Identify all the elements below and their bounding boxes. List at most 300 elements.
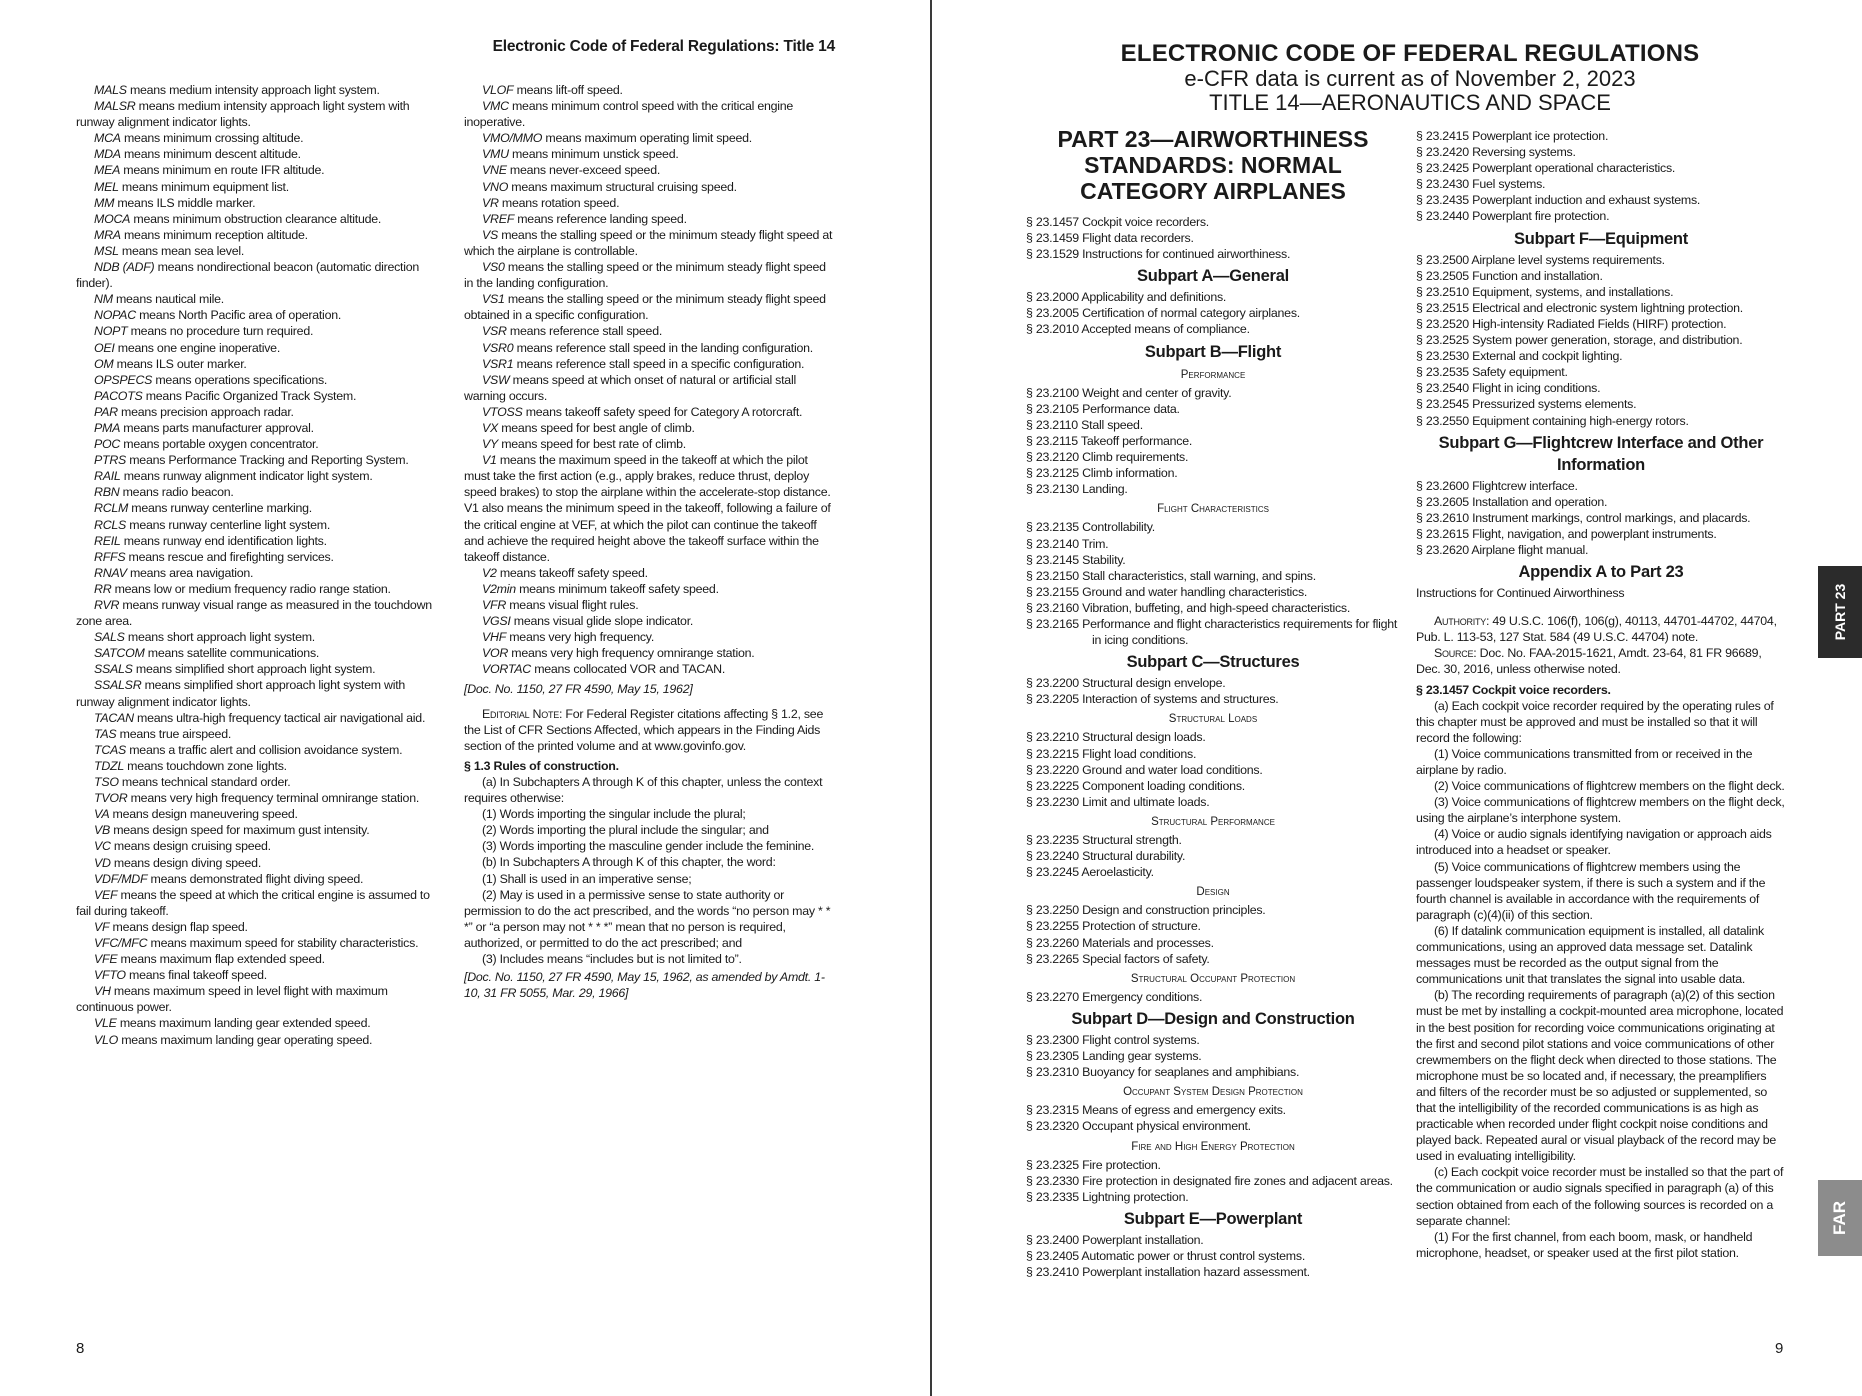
- section-paragraph: (6) If datalink communication equipment is installed, all datalink communications, using an approved data message set. Datalink messages must be recorded as the output signal from the communications unit that translates the signal into usable data.: [1416, 923, 1764, 987]
- toc-entry: § 23.2535 Safety equipment.: [1416, 365, 1568, 380]
- definition-term: TVOR: [94, 791, 128, 806]
- definition-entry: [464, 146, 834, 162]
- definition-text: means takeoff safety speed for Category A rotorcraft.: [522, 404, 803, 419]
- toc-entry: § 23.1459 Flight data recorders.: [1026, 231, 1194, 246]
- definition-term: MDA: [94, 147, 121, 162]
- definition-entry: [76, 774, 444, 790]
- toc-entry: § 23.2525 System power generation, storage, and distribution.: [1416, 333, 1743, 348]
- section-paragraph: (b) In Subchapters A through K of this chapter, the word:: [482, 855, 776, 870]
- toc-entry: § 23.2265 Special factors of safety.: [1026, 951, 1210, 966]
- part-title: PART 23—AIRWORTHINESS STANDARDS: NORMAL CATEGORY AIRPLANES: [1057, 126, 1369, 204]
- definition-entry: [464, 82, 834, 98]
- definition-term: V2min: [482, 581, 516, 596]
- definition-text: means ultra-high frequency tactical air navigational aid.: [133, 710, 426, 725]
- definition-text: means medium intensity approach light system.: [126, 83, 380, 97]
- appendix-description: Instructions for Continued Airworthiness: [1416, 586, 1625, 601]
- definition-text: means the maximum speed in the takeoff at which the pilot must take the first action (e.g., apply brakes, reduce thrust, deploy speed brakes) to stop the airplane within the accelerate-stop distance. V1 also means the minimum speed in the takeoff, following a failure of the critical engine at VEF, at which the pilot can continue the takeoff and achieve the required height above the takeoff surface within the takeoff distance.: [464, 453, 831, 564]
- definition-text: means maximum speed for stability characteristics.: [147, 935, 419, 950]
- toc-entry: § 23.2100 Weight and center of gravity.: [1026, 385, 1232, 400]
- definition-entry: [76, 130, 444, 146]
- toc-entry: § 23.2000 Applicability and definitions.: [1026, 290, 1227, 305]
- document-title: ELECTRONIC CODE OF FEDERAL REGULATIONS: [1120, 40, 1700, 67]
- definition-term: NOPAC: [94, 308, 136, 323]
- definition-entry: [76, 82, 444, 98]
- toc-entry: § 23.2120 Climb requirements.: [1026, 450, 1189, 465]
- definition-text: means runway centerline light system.: [126, 517, 331, 532]
- toc-entry: § 23.2400 Powerplant installation.: [1026, 1232, 1204, 1247]
- section-paragraph: (a) In Subchapters A through K of this chapter, unless the context requires otherwise:: [464, 774, 823, 806]
- definition-term: VORTAC: [482, 662, 531, 677]
- toc-entry: § 23.2540 Flight in icing conditions.: [1416, 381, 1601, 396]
- right-page-column-2: [1416, 128, 1786, 1261]
- toc-entry: § 23.2115 Takeoff performance.: [1026, 433, 1193, 448]
- authority-label: Source:: [1434, 646, 1477, 661]
- definition-term: RCLS: [94, 517, 127, 532]
- definition-term: REIL: [94, 533, 121, 548]
- toc-entry: § 23.2600 Flightcrew interface.: [1416, 478, 1578, 493]
- definition-text: means runway visual range as measured in the touchdown zone area.: [76, 598, 432, 629]
- toc-entry: § 23.2140 Trim.: [1026, 536, 1109, 551]
- definition-term: VLE: [94, 1016, 117, 1031]
- definition-entry: [76, 983, 444, 1015]
- far-tab-label: FAR: [1830, 1201, 1849, 1235]
- definition-text: means reference landing speed.: [514, 211, 687, 226]
- definition-term: VFR: [482, 598, 507, 612]
- definition-text: means design speed for maximum gust intensity.: [110, 823, 370, 838]
- definition-text: means technical standard order.: [118, 775, 291, 790]
- toc-entry: § 23.2615 Flight, navigation, and powerplant instruments.: [1416, 526, 1717, 541]
- section-paragraph: (a) Each cockpit voice recorder required by the operating rules of this chapter must be approved and must be installed so that it will record the following:: [1416, 698, 1774, 745]
- toc-entry: § 23.2270 Emergency conditions.: [1026, 989, 1203, 1004]
- toc-group-heading: Structural Performance: [1151, 815, 1275, 828]
- definition-term: VOR: [482, 646, 509, 661]
- definition-term: MM: [94, 195, 115, 210]
- section-paragraph: (1) For the first channel, from each boom, mask, or handheld microphone, headset, or speaker used at the first pilot station.: [1416, 1229, 1753, 1260]
- definition-text: means design maneuvering speed.: [109, 807, 298, 822]
- toc-entry: § 23.2430 Fuel systems.: [1416, 177, 1546, 192]
- definition-entry: [464, 645, 834, 661]
- definition-entry: [76, 710, 444, 726]
- definition-text: means runway end identification lights.: [120, 533, 327, 548]
- definition-text: means visual flight rules.: [506, 598, 639, 612]
- definition-entry: [76, 645, 444, 661]
- section-paragraph: (3) Voice communications of flightcrew members on the flight deck, using the airplane’s interphone system.: [1416, 795, 1785, 826]
- toc-entry: § 23.2220 Ground and water load conditions.: [1026, 762, 1263, 777]
- definition-term: VEF: [94, 887, 118, 902]
- definition-term: TAS: [94, 726, 117, 741]
- subpart-heading: Appendix A to Part 23: [1518, 563, 1684, 582]
- definition-text: means a traffic alert and collision avoidance system.: [126, 742, 403, 757]
- definition-text: means operations specifications.: [152, 372, 328, 387]
- definition-text: means reference stall speed in the landing configuration.: [513, 340, 813, 355]
- toc-entry: § 23.2255 Protection of structure.: [1026, 919, 1201, 934]
- definition-term: MALS: [94, 83, 127, 97]
- definition-term: SSALS: [94, 662, 133, 677]
- definition-entry: [464, 323, 834, 339]
- toc-entry: § 23.1457 Cockpit voice recorders.: [1026, 215, 1209, 229]
- toc-entry: § 23.2310 Buoyancy for seaplanes and amphibians.: [1026, 1065, 1300, 1080]
- definition-term: MEL: [94, 179, 119, 194]
- definition-term: MSL: [94, 243, 119, 258]
- page-number-right: 9: [1775, 1340, 1784, 1357]
- toc-group-heading: Design: [1196, 886, 1230, 899]
- definition-text: means North Pacific area of operation.: [135, 308, 342, 323]
- definition-text: means ILS middle marker.: [114, 195, 256, 210]
- definition-text: means maximum landing gear extended speed.: [116, 1016, 371, 1031]
- doc-citation: [Doc. No. 1150, 27 FR 4590, May 15, 1962]: [464, 682, 693, 697]
- definition-entry: [464, 211, 834, 227]
- subpart-heading: Subpart A—General: [1137, 267, 1289, 286]
- definition-text: means minimum descent altitude.: [120, 147, 301, 162]
- toc-entry: § 23.2510 Equipment, systems, and installations.: [1416, 284, 1674, 299]
- definition-text: means minimum unstick speed.: [508, 147, 679, 162]
- toc-group-heading: Structural Loads: [1168, 713, 1258, 726]
- definition-text: means rotation speed.: [498, 195, 620, 210]
- part-23-tab[interactable]: [1818, 566, 1862, 658]
- toc-entry: § 23.2005 Certification of normal category airplanes.: [1026, 306, 1300, 321]
- definition-text: means never-exceed speed.: [506, 163, 661, 178]
- definition-text: means lift-off speed.: [513, 83, 623, 97]
- definition-text: means maximum flap extended speed.: [117, 952, 325, 967]
- definition-term: VSR: [482, 324, 507, 339]
- definition-entry: [76, 726, 444, 742]
- definition-term: VNO: [482, 179, 509, 194]
- toc-entry: § 23.1529 Instructions for continued airworthiness.: [1026, 247, 1291, 262]
- definition-entry: [76, 629, 444, 645]
- definition-text: means final takeoff speed.: [125, 968, 267, 983]
- toc-entry: § 23.2530 External and cockpit lighting.: [1416, 349, 1623, 364]
- definition-entry: [76, 420, 444, 436]
- section-body: [464, 774, 834, 967]
- definition-entry: [76, 871, 444, 887]
- toc-group-heading: Performance: [1180, 368, 1246, 381]
- definition-entry: [464, 130, 834, 146]
- definition-text: means reference stall speed in a specific configuration.: [513, 356, 805, 371]
- toc-entry: § 23.2250 Design and construction principles.: [1026, 903, 1266, 918]
- definition-entry: [76, 227, 444, 243]
- definition-entry: [464, 195, 834, 211]
- toc-entry: § 23.2110 Stall speed.: [1026, 417, 1143, 432]
- definition-term: OPSPECS: [94, 372, 153, 387]
- far-tab[interactable]: [1818, 1180, 1862, 1256]
- title-heading: TITLE 14—AERONAUTICS AND SPACE: [1209, 90, 1611, 115]
- definition-entry: [76, 838, 444, 854]
- section-paragraph: (5) Voice communications of flightcrew members using the passenger loudspeaker system, if there is such a system and if the fourth channel is available in accordance with the requirements of paragraph (c)(4)(ii) of this section.: [1416, 859, 1766, 922]
- definition-text: means true airspeed.: [116, 726, 232, 741]
- definition-text: means maximum structural cruising speed.: [508, 179, 737, 194]
- definition-text: means satellite communications.: [144, 646, 320, 661]
- definition-text: means rescue and firefighting services.: [125, 549, 334, 564]
- toc-entry: § 23.2515 Electrical and electronic system lightning protection.: [1416, 300, 1743, 315]
- definition-term: POC: [94, 437, 121, 452]
- definition-entry: [76, 388, 444, 404]
- definition-entry: [76, 323, 444, 339]
- definition-term: SSALSR: [94, 678, 142, 693]
- definition-entry: [76, 179, 444, 195]
- toc-entry: § 23.2260 Materials and processes.: [1026, 935, 1214, 950]
- definition-term: VSW: [482, 372, 510, 387]
- definition-text: means speed at which onset of natural or artificial stall warning occurs.: [464, 372, 796, 403]
- section-paragraph: (1) Shall is used in an imperative sense;: [482, 871, 692, 886]
- definition-term: VHF: [482, 630, 507, 645]
- section-paragraph: (3) Includes means “includes but is not limited to”.: [482, 951, 742, 966]
- definition-term: OEI: [94, 340, 115, 355]
- definition-entry: [76, 291, 444, 307]
- definition-entry: [76, 1015, 444, 1031]
- definition-term: PACOTS: [94, 388, 143, 403]
- definition-term: VFE: [94, 952, 118, 967]
- definition-text: means the stalling speed or the minimum steady flight speed obtained in a specific configuration.: [464, 292, 826, 323]
- definition-entry: [464, 661, 834, 677]
- definition-entry: [76, 484, 444, 500]
- toc-entry: § 23.2165 Performance and flight characteristics requirements for flight in icing conditions.: [1026, 616, 1398, 648]
- definition-term: VH: [94, 984, 111, 999]
- authority-note: [1416, 613, 1786, 645]
- definition-entry: [76, 195, 444, 211]
- toc-entry: § 23.2435 Powerplant induction and exhaust systems.: [1416, 193, 1701, 208]
- definition-term: RAIL: [94, 469, 121, 484]
- definition-entry: [464, 179, 834, 195]
- definition-entry: [76, 340, 444, 356]
- definitions-list: [464, 82, 834, 677]
- toc-entry: § 23.2405 Automatic power or thrust control systems.: [1026, 1248, 1306, 1263]
- running-head: Electronic Code of Federal Regulations: Title 14: [492, 38, 835, 55]
- definition-text: means portable oxygen concentrator.: [120, 437, 319, 452]
- definition-term: SATCOM: [94, 646, 145, 661]
- definition-term: VF: [94, 919, 110, 934]
- definition-entry: [76, 356, 444, 372]
- definition-text: means the stalling speed or the minimum steady flight speed at which the airplane is controllable.: [464, 227, 833, 258]
- editorial-note: [464, 706, 834, 754]
- definition-term: VDF/MDF: [94, 871, 148, 886]
- definition-text: means demonstrated flight diving speed.: [147, 871, 364, 886]
- page-gutter: [930, 0, 932, 1396]
- toc-entry: § 23.2415 Powerplant ice protection.: [1416, 129, 1609, 143]
- definition-term: VY: [482, 437, 499, 452]
- definition-text: means design cruising speed.: [110, 839, 271, 854]
- definition-entry: [76, 661, 444, 677]
- definition-entry: [76, 597, 444, 629]
- definition-entry: [76, 855, 444, 871]
- definition-term: NDB (ADF): [94, 260, 155, 275]
- definition-term: V2: [482, 565, 497, 580]
- definition-term: MEA: [94, 163, 121, 178]
- page-number-left: 8: [76, 1340, 85, 1357]
- definition-text: means visual glide slope indicator.: [510, 614, 694, 629]
- toc-entry: § 23.2425 Powerplant operational characteristics.: [1416, 161, 1676, 176]
- definition-text: means Pacific Organized Track System.: [142, 388, 357, 403]
- definition-entry: [464, 291, 834, 323]
- part-23-tab-label: PART 23: [1832, 583, 1848, 641]
- section-paragraph: (2) May is used in a permissive sense to state authority or permission to do the act prescribed, and the words “no person may * * *” or “a person may not * * *” mean that no person is required, authorized, or permitted to do the act prescribed; and: [464, 887, 831, 950]
- definition-text: means takeoff safety speed.: [496, 565, 648, 580]
- definition-text: means mean sea level.: [118, 243, 245, 258]
- definition-entry: [76, 452, 444, 468]
- definition-term: VNE: [482, 163, 507, 178]
- authority-text: Doc. No. FAA-2015-1621, Amdt. 23-64, 81 FR 96689, Dec. 30, 2016, unless otherwise noted.: [1416, 646, 1762, 677]
- section-paragraph: (1) Voice communications transmitted from or received in the airplane by radio.: [1416, 746, 1753, 777]
- toc-group-heading: Occupant System Design Protection: [1123, 1086, 1303, 1099]
- definition-term: PTRS: [94, 453, 127, 468]
- toc-entry: § 23.2105 Performance data.: [1026, 401, 1180, 416]
- definition-text: means maximum operating limit speed.: [542, 131, 752, 146]
- subpart-heading: Subpart D—Design and Construction: [1071, 1009, 1355, 1028]
- definition-text: means reference stall speed.: [506, 324, 663, 339]
- definition-entry: [76, 533, 444, 549]
- definition-entry: [76, 581, 444, 597]
- toc-entry: § 23.2160 Vibration, buffeting, and high-speed characteristics.: [1026, 600, 1351, 615]
- definition-term: VA: [94, 807, 110, 822]
- definition-text: means Performance Tracking and Reporting System.: [126, 453, 409, 468]
- definition-term: V1: [482, 453, 497, 468]
- section-heading: § 1.3 Rules of construction.: [464, 758, 619, 773]
- authority-text: 49 U.S.C. 106(f), 106(g), 40113, 44701-44702, 44704, Pub. L. 113-53, 127 Stat. 584 (49 U.S.C. 44704) note.: [1416, 614, 1777, 645]
- definition-entry: [76, 146, 444, 162]
- definition-term: VMU: [482, 147, 509, 162]
- definition-text: means maximum landing gear operating speed.: [118, 1032, 373, 1047]
- definition-term: VS0: [482, 260, 505, 275]
- toc-entry: § 23.2235 Structural strength.: [1026, 833, 1182, 847]
- definition-text: means one engine inoperative.: [114, 340, 281, 355]
- definition-term: VSR0: [482, 340, 514, 355]
- definition-term: VB: [94, 823, 111, 838]
- doc-citation-amended: [Doc. No. 1150, 27 FR 4590, May 15, 1962, as amended by Amdt. 1-10, 31 FR 5055, Mar. 29, 1966]: [464, 970, 825, 1001]
- definition-term: SALS: [94, 630, 125, 645]
- definition-text: means runway centerline marking.: [128, 501, 312, 516]
- definition-text: means parts manufacturer approval.: [120, 420, 314, 435]
- definition-entry: [76, 98, 444, 130]
- definition-text: means minimum equipment list.: [118, 179, 289, 194]
- toc-entry: § 23.2305 Landing gear systems.: [1026, 1049, 1202, 1064]
- definition-entry: [76, 243, 444, 259]
- definition-term: VR: [482, 195, 499, 210]
- definition-term: VMC: [482, 99, 509, 114]
- definition-term: VC: [94, 839, 111, 854]
- toc-entry: § 23.2245 Aeroelasticity.: [1026, 865, 1154, 880]
- toc-entry: § 23.2335 Lightning protection.: [1026, 1189, 1189, 1204]
- definition-term: OM: [94, 356, 114, 371]
- section-paragraph: (2) Words importing the plural include the singular; and: [482, 823, 769, 838]
- definition-entry: [76, 549, 444, 565]
- section-paragraph: (1) Words importing the singular include the plural;: [482, 807, 746, 822]
- toc-entry: § 23.2300 Flight control systems.: [1026, 1032, 1200, 1047]
- definition-entry: [464, 452, 834, 565]
- subpart-heading: Subpart B—Flight: [1144, 342, 1282, 361]
- definition-text: means minimum en route IFR altitude.: [120, 163, 325, 178]
- definition-term: MOCA: [94, 211, 131, 226]
- definition-entry: [464, 162, 834, 178]
- definition-entry: [76, 951, 444, 967]
- definition-term: VS: [482, 227, 499, 242]
- toc-entry: § 23.2605 Installation and operation.: [1416, 494, 1608, 509]
- definition-entry: [464, 372, 834, 404]
- section-heading: § 23.1457 Cockpit voice recorders.: [1416, 682, 1611, 697]
- definition-text: means no procedure turn required.: [127, 324, 314, 339]
- toc-entry: § 23.2155 Ground and water handling characteristics.: [1026, 584, 1308, 599]
- definition-text: means medium intensity approach light system with runway alignment indicator lights.: [76, 99, 410, 130]
- definition-text: means design diving speed.: [110, 855, 262, 870]
- definition-term: VS1: [482, 292, 505, 307]
- currency-note: e-CFR data is current as of November 2, 2023: [1184, 66, 1636, 91]
- definition-entry: [76, 935, 444, 951]
- toc-entry: § 23.2210 Structural design loads.: [1026, 730, 1206, 745]
- subpart-heading: Subpart F—Equipment: [1514, 229, 1688, 248]
- toc-group-heading: Fire and High Energy Protection: [1131, 1140, 1295, 1153]
- table-of-contents: [1026, 214, 1400, 1280]
- definition-entry: [76, 967, 444, 983]
- definition-entry: [464, 436, 834, 452]
- definition-entry: [76, 887, 444, 919]
- definition-entry: [76, 919, 444, 935]
- toc-entry: § 23.2240 Structural durability.: [1026, 849, 1186, 864]
- definition-text: means speed for best rate of climb.: [498, 437, 686, 452]
- definition-entry: [464, 404, 834, 420]
- definition-term: VFC/MFC: [94, 935, 148, 950]
- toc-entry: § 23.2125 Climb information.: [1026, 466, 1178, 481]
- toc-entry: § 23.2500 Airplane level systems requirements.: [1416, 252, 1665, 267]
- definition-text: means runway alignment indicator light system.: [120, 469, 373, 484]
- definition-text: means low or medium frequency radio range station.: [111, 581, 391, 596]
- section-paragraph: (c) Each cockpit voice recorder must be installed so that the part of the communication or audio signals specified in paragraph (a) of this section obtained from each of the following sources is recorded on a separate channel:: [1416, 1165, 1784, 1228]
- definition-entry: [76, 806, 444, 822]
- toc-entry: § 23.2550 Equipment containing high-energy rotors.: [1416, 413, 1689, 428]
- definition-text: means very high frequency.: [506, 630, 655, 645]
- definition-term: NOPT: [94, 324, 128, 339]
- definition-term: MCA: [94, 131, 121, 146]
- definition-term: RVR: [94, 598, 120, 612]
- definition-entry: [76, 758, 444, 774]
- definition-term: RBN: [94, 485, 120, 500]
- definition-text: means very high frequency terminal omnirange station.: [127, 791, 420, 806]
- definition-term: VGSI: [482, 614, 511, 629]
- definition-entry: [464, 613, 834, 629]
- definition-term: VMO/MMO: [482, 131, 543, 146]
- definition-entry: [464, 629, 834, 645]
- definition-entry: [76, 436, 444, 452]
- definition-term: VLO: [94, 1032, 119, 1047]
- toc-entry: § 23.2325 Fire protection.: [1026, 1157, 1161, 1172]
- definition-entry: [464, 340, 834, 356]
- definition-entry: [464, 420, 834, 436]
- definition-entry: [76, 468, 444, 484]
- left-page-column-2: [464, 82, 834, 1001]
- definition-term: TSO: [94, 775, 119, 790]
- definition-term: TDZL: [94, 758, 124, 773]
- definition-term: PAR: [94, 404, 118, 419]
- toc-group-heading: Flight Characteristics: [1157, 503, 1269, 516]
- toc-entry: § 23.2315 Means of egress and emergency exits.: [1026, 1103, 1286, 1118]
- section-paragraph: (b) The recording requirements of paragraph (a)(2) of this section must be met by installing a cockpit-mounted area microphone, located in the best position for recording voice communications originating at the first and second pilot stations and voice communications of other crewmembers on the flight deck when directed to those stations. The microphone must be so located and, if necessary, the preamplifiers and filters of the recorder must be so adjusted or supplemented, so that the intelligibility of the recorded communications is as high as practicable when recorded under flight cockpit noise conditions and played back. Repeated aural or visual playback of the record may be used in evaluating intelligibility.: [1416, 988, 1784, 1164]
- definition-term: MALSR: [94, 99, 136, 114]
- definition-term: VD: [94, 855, 111, 870]
- definition-term: VLOF: [482, 83, 514, 97]
- toc-entry: § 23.2150 Stall characteristics, stall warning, and spins.: [1026, 568, 1316, 583]
- subpart-heading: Subpart E—Powerplant: [1123, 1209, 1303, 1228]
- toc-entry: § 23.2545 Pressurized systems elements.: [1416, 397, 1637, 412]
- definition-text: means minimum crossing altitude.: [120, 131, 304, 146]
- definition-text: means precision approach radar.: [117, 404, 294, 419]
- definition-entry: [464, 259, 834, 291]
- definition-term: RFFS: [94, 549, 126, 564]
- definition-entry: [76, 372, 444, 388]
- subpart-heading: Subpart C—Structures: [1126, 653, 1300, 672]
- toc-group-heading: Structural Occupant Protection: [1130, 972, 1296, 985]
- definition-term: TACAN: [94, 710, 134, 725]
- definition-entry: [76, 259, 444, 291]
- toc-entry: § 23.2320 Occupant physical environment.: [1026, 1119, 1251, 1134]
- definition-text: means nondirectional beacon (automatic direction finder).: [76, 260, 420, 291]
- toc-entry: § 23.2135 Controllability.: [1026, 520, 1155, 535]
